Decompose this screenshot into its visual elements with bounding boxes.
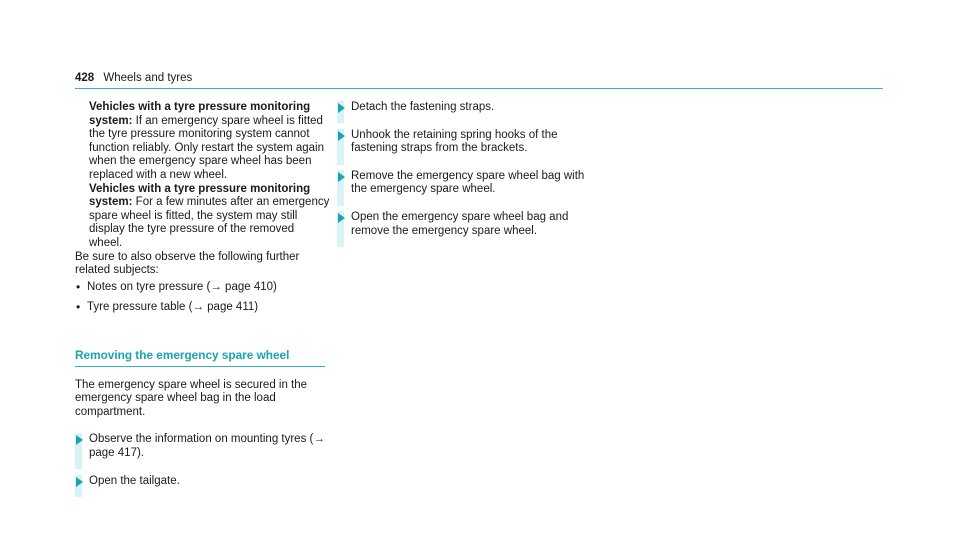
related-subjects-list xyxy=(75,281,330,315)
left-step-list xyxy=(75,433,330,489)
step-text: Detach the fastening straps. xyxy=(351,101,495,113)
see-also-text: Be sure to also observe the following further related subjects: xyxy=(75,250,300,277)
tpms-note-2-label: Vehicles with a tyre pressure monitoring system: xyxy=(89,182,311,209)
step-arrow-icon xyxy=(338,103,345,113)
step-text: Open the tailgate. xyxy=(89,475,180,488)
related-link-tyre-pressure-notes[interactable]: • Notes on tyre pressure (→ page 410) xyxy=(75,281,330,295)
tpms-note-1 xyxy=(89,101,330,183)
tpms-note-2 xyxy=(89,183,330,251)
step-item xyxy=(337,129,597,156)
step-arrow-icon xyxy=(338,172,345,182)
header-divider xyxy=(75,88,883,89)
right-column xyxy=(337,101,597,252)
tpms-notes xyxy=(75,101,330,251)
step-text: Observe the information on mounting tyres (→ page 417). xyxy=(89,433,325,459)
step-arrow-icon xyxy=(338,213,345,223)
page-number: 428 xyxy=(75,72,95,84)
page-title: Wheels and tyres xyxy=(103,72,193,84)
step-item xyxy=(75,475,330,489)
step-item xyxy=(75,433,330,460)
step-arrow-icon xyxy=(76,477,83,487)
step-text: Remove the emergency spare wheel bag with the emergency spare wheel. xyxy=(351,169,585,196)
step-arrow-icon xyxy=(338,131,345,141)
tpms-note-2-text: For a few minutes after an emergency spare wheel is fitted, the system may still display the tyre pressure of the removed wheel. xyxy=(89,196,330,249)
tpms-note-1-label: Vehicles with a tyre pressure monitoring system: xyxy=(89,101,311,127)
section-heading: Removing the emergency spare wheel xyxy=(75,349,325,367)
step-arrow-icon xyxy=(76,435,83,445)
step-item xyxy=(337,211,597,238)
step-text: Open the emergency spare wheel bag and remove the emergency spare wheel. xyxy=(351,210,569,237)
step-item xyxy=(337,170,597,197)
step-item xyxy=(337,101,597,115)
related-link-tyre-pressure-table[interactable]: • Tyre pressure table (→ page 411) xyxy=(75,301,330,315)
tpms-note-1-text: If an emergency spare wheel is fitted the tyre pressure monitoring system cannot function reliably. Only restart the system again when the emergency spare wheel has been replaced with a new wheel. xyxy=(89,114,325,181)
section-intro: The emergency spare wheel is secured in the emergency spare wheel bag in the load compartment. xyxy=(75,378,308,418)
left-column xyxy=(75,101,330,504)
step-text: Unhook the retaining spring hooks of the fastening straps from the brackets. xyxy=(351,128,558,155)
page-header xyxy=(75,72,192,86)
